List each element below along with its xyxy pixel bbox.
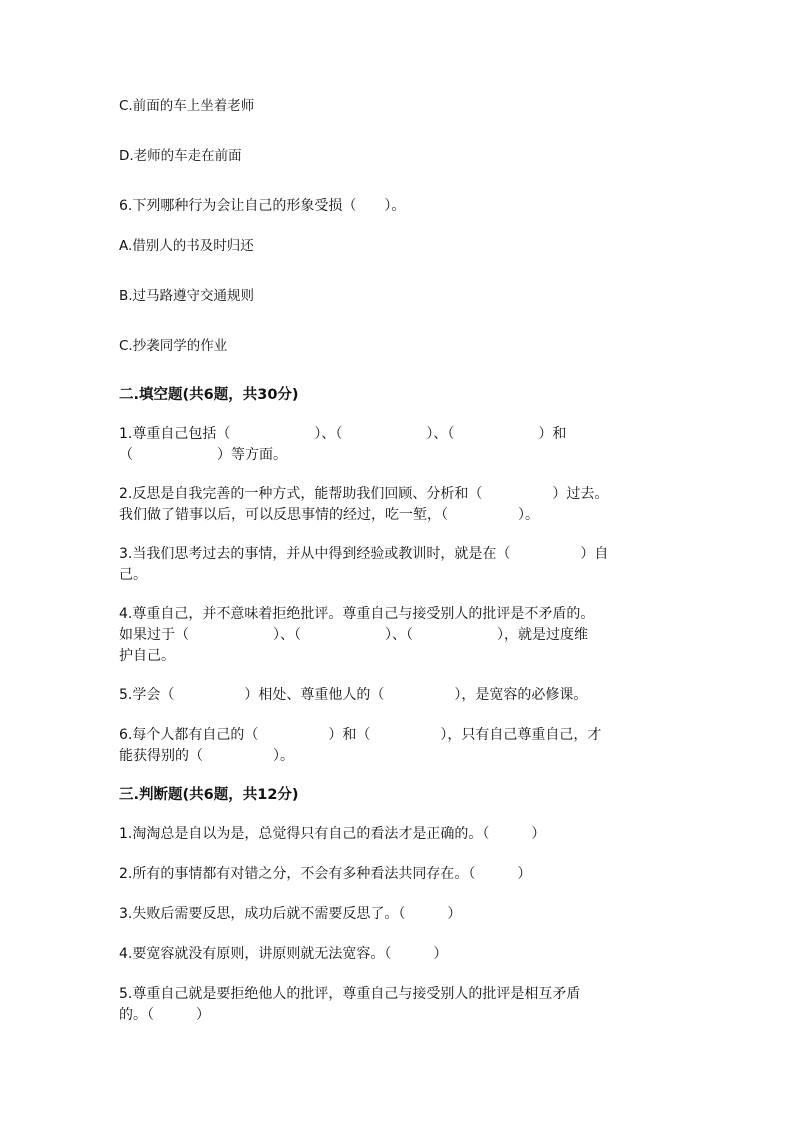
fill-q5-line1: 5.学会（ ）相处、尊重他人的（ ），是宽容的必修课。 <box>119 687 588 703</box>
question-6: 6.下列哪种行为会让自己的形象受损（ ）。 <box>119 198 406 214</box>
fill-q2-line1: 2.反思是自我完善的一种方式，能帮助我们回顾、分析和（ ）过去。 <box>119 486 609 502</box>
q6-option-a: A.借别人的书及时归还 <box>119 238 254 254</box>
fill-q1-line2: （ ）等方面。 <box>119 447 287 463</box>
judge-q1: 1.淘淘总是自以为是，总觉得只有自己的看法才是正确的。（ ） <box>119 826 546 842</box>
fill-q6-line1: 6.每个人都有自己的（ ）和（ ），只有自己尊重自己，才 <box>119 727 602 743</box>
q6-option-c: C.抄袭同学的作业 <box>119 338 228 354</box>
judge-q5-line2: 的。（ ） <box>119 1007 210 1023</box>
fill-q2-line2: 我们做了错事以后，可以反思事情的经过，吃一堑，（ ）。 <box>119 507 539 523</box>
fill-q3-line1: 3.当我们思考过去的事情，并从中得到经验或教训时，就是在（ ）自 <box>119 546 609 562</box>
section-heading-fill-blank: 二.填空题(共6题，共30分) <box>119 387 299 403</box>
fill-q3-line2: 己。 <box>119 567 147 583</box>
judge-q2: 2.所有的事情都有对错之分，不会有多种看法共同存在。（ ） <box>119 866 532 882</box>
q5-option-d: D.老师的车走在前面 <box>119 148 242 164</box>
fill-q6-line2: 能获得别的（ ）。 <box>119 748 294 764</box>
q5-option-c: C.前面的车上坐着老师 <box>119 98 255 114</box>
fill-q4-line1: 4.尊重自己，并不意味着拒绝批评。尊重自己与接受别人的批评是不矛盾的。 <box>119 606 595 622</box>
fill-q4-line2: 如果过于（ ）、（ ）、（ ），就是过度维 <box>119 627 588 643</box>
fill-q1-line1: 1.尊重自己包括（ ）、（ ）、（ ）和 <box>119 426 567 442</box>
fill-q4-line3: 护自己。 <box>119 648 175 664</box>
judge-q4: 4.要宽容就没有原则，讲原则就无法宽容。（ ） <box>119 946 448 962</box>
section-heading-true-false: 三.判断题(共6题，共12分) <box>119 787 299 803</box>
judge-q5-line1: 5.尊重自己就是要拒绝他人的批评，尊重自己与接受别人的批评是相互矛盾 <box>119 986 581 1002</box>
q6-option-b: B.过马路遵守交通规则 <box>119 288 255 304</box>
judge-q3: 3.失败后需要反思，成功后就不需要反思了。（ ） <box>119 906 462 922</box>
